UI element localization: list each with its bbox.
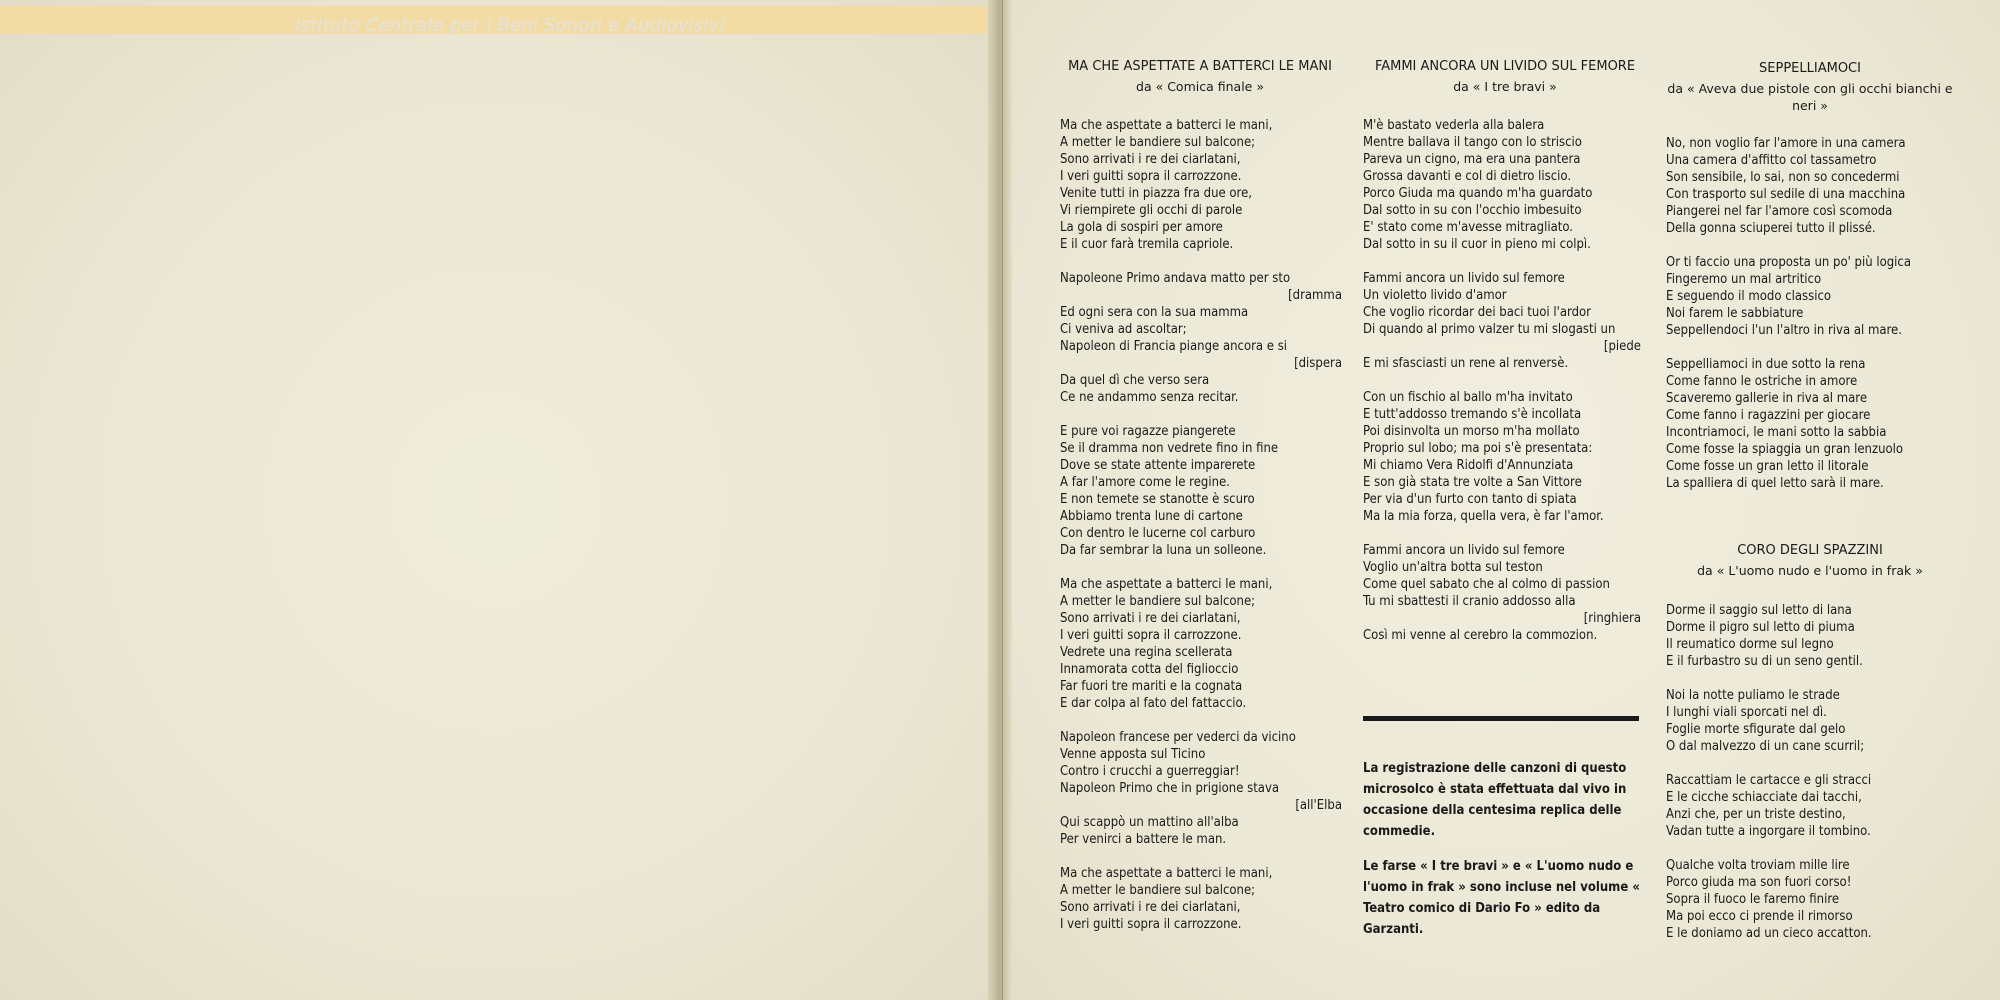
stanza-break [1363, 525, 1641, 542]
lyric-line: Da quel dì che verso sera [1060, 373, 1210, 388]
lyric-line: Il reumatico dorme sul legno [1666, 637, 1834, 652]
lyric-line: Ed ogni sera con la sua mamma [1060, 305, 1249, 320]
lyric-line: E pure voi ragazze piangerete [1060, 424, 1236, 439]
lyric-line: E son già stata tre volte a San Vittore [1363, 475, 1582, 490]
song-source: da « I tre bravi » [1453, 79, 1557, 94]
lyric-line: Se il dramma non vedrete fino in fine [1060, 441, 1279, 456]
divider-rule [1363, 716, 1639, 721]
lyric-line: [dispera [1294, 356, 1342, 371]
lyric-line: [all'Elba [1295, 798, 1342, 813]
lyric-line: Sono arrivati i re dei ciarlatani, [1060, 900, 1241, 915]
stanza-break [1060, 712, 1342, 729]
lyric-line: Come quel sabato che al colmo di passion [1363, 577, 1610, 592]
song-lyrics [1666, 135, 1956, 492]
lyric-line: Sono arrivati i re dei ciarlatani, [1060, 152, 1241, 167]
stanza-break [1060, 559, 1342, 576]
lyric-line: I veri guitti sopra il carrozzone. [1060, 169, 1242, 184]
lyric-line: E mi sfasciasti un rene al renversè. [1363, 356, 1569, 371]
lyric-line: [piede [1603, 339, 1641, 354]
lyric-line: Pareva un cigno, ma era una pantera [1363, 152, 1581, 167]
lyric-line: Napoleone Primo andava matto per sto [1060, 271, 1291, 286]
lyric-line: Ma che aspettate a batterci le mani, [1060, 866, 1273, 881]
lyric-line: Abbiamo trenta lune di cartone [1060, 509, 1243, 524]
lyric-line: Porco Giuda ma quando m'ha guardato [1363, 186, 1593, 201]
lyric-line: E' stato come m'avesse mitragliato. [1363, 220, 1573, 235]
edition-notes [1363, 758, 1641, 954]
archive-banner [0, 6, 995, 34]
song-title: SEPPELLIAMOCI [1759, 61, 1861, 76]
lyric-line: Foglie morte sfigurate dal gelo [1666, 722, 1846, 737]
lyric-line: E le doniamo ad un cieco accatton. [1666, 926, 1872, 941]
stanza-break [1363, 372, 1641, 389]
stanza-break [1666, 670, 1956, 687]
lyric-line: Della gonna sciuperei tutto il plissé. [1666, 221, 1876, 236]
lyric-line: Ma la mia forza, quella vera, è far l'amor. [1363, 509, 1604, 524]
lyric-line: E il furbastro su di un seno gentil. [1666, 654, 1863, 669]
song-title: MA CHE ASPETTATE A BATTERCI LE MANI [1068, 59, 1332, 74]
lyric-line: No, non voglio far l'amore in una camera [1666, 136, 1906, 151]
stanza-break [1666, 339, 1956, 356]
stanza-break [1060, 848, 1342, 865]
lyric-line: M'è bastato vederla alla balera [1363, 118, 1545, 133]
song-lyrics [1666, 602, 1956, 942]
lyric-line: Sono arrivati i re dei ciarlatani, [1060, 611, 1241, 626]
lyric-line: Venite tutti in piazza fra due ore, [1060, 186, 1252, 201]
lyric-line: Fingeremo un mal artritico [1666, 272, 1822, 287]
archive-banner-text: Istituto Centrale per i Beni Sonori e Audiovisivi [295, 15, 725, 36]
lyric-line: Son sensibile, lo sai, non so concedermi [1666, 170, 1900, 185]
lyric-line: I veri guitti sopra il carrozzone. [1060, 917, 1242, 932]
lyric-line: Fammi ancora un livido sul femore [1363, 271, 1565, 286]
lyric-line: Voglio un'altra botta sul teston [1363, 560, 1543, 575]
lyric-line: E non temete se stanotte è scuro [1060, 492, 1255, 507]
lyric-line: Venne apposta sul Ticino [1060, 747, 1206, 762]
lyric-line: Porco giuda ma son fuori corso! [1666, 875, 1852, 890]
lyric-line: Tu mi sbattesti il cranio addosso alla [1363, 594, 1576, 609]
lyric-line: Una camera d'affitto col tassametro [1666, 153, 1877, 168]
lyric-line: E il cuor farà tremila capriole. [1060, 237, 1234, 252]
lyric-line: Per venirci a battere le man. [1060, 832, 1227, 847]
lyric-line: E le cicche schiacciate dai tacchi, [1666, 790, 1862, 805]
lyric-line: Seppellendoci l'un l'altro in riva al mare. [1666, 323, 1902, 338]
lyric-line: Un violetto livido d'amor [1363, 288, 1507, 303]
lyric-line: Grossa davanti e col di dietro liscio. [1363, 169, 1572, 184]
stanza-break [1060, 406, 1342, 423]
lyric-line: Per via d'un furto con tanto di spiata [1363, 492, 1577, 507]
spine-fold [988, 0, 1012, 1000]
lyric-line: Come fanno i ragazzini per giocare [1666, 408, 1871, 423]
lyric-line: Poi disinvolta un morso m'ha mollato [1363, 424, 1580, 439]
lyric-line: Ma che aspettate a batterci le mani, [1060, 118, 1273, 133]
lyric-line: Mentre ballava il tango con lo striscio [1363, 135, 1582, 150]
recording-note: La registrazione delle canzoni di questo microsolco è stata effettuata dal vivo in occasione della centesima replica delle commedie. [1363, 761, 1627, 839]
lyric-line: E seguendo il modo classico [1666, 289, 1832, 304]
lyric-line: Così mi venne al cerebro la commozion. [1363, 628, 1598, 643]
lyric-line: A metter le bandiere sul balcone; [1060, 883, 1256, 898]
lyric-line: O dal malvezzo di un cane scurril; [1666, 739, 1865, 754]
lyric-line: A metter le bandiere sul balcone; [1060, 594, 1256, 609]
song-source: da « Comica finale » [1136, 79, 1264, 94]
song-source: da « L'uomo nudo e l'uomo in frak » [1697, 563, 1923, 578]
lyric-line: E dar colpa al fato del fattaccio. [1060, 696, 1247, 711]
lyric-line: Come fosse la spiaggia un gran lenzuolo [1666, 442, 1904, 457]
lyric-line: Sopra il fuoco le faremo finire [1666, 892, 1840, 907]
lyric-line: Con trasporto sul sedile di una macchina [1666, 187, 1906, 202]
lyric-line: Dorme il saggio sul letto di lana [1666, 603, 1852, 618]
stanza-break [1666, 840, 1956, 857]
lyric-line: Di quando al primo valzer tu mi slogasti un [1363, 322, 1616, 337]
lyric-line: Ci veniva ad ascoltar; [1060, 322, 1187, 337]
lyric-line: La gola di sospiri per amore [1060, 220, 1223, 235]
lyric-line: A metter le bandiere sul balcone; [1060, 135, 1256, 150]
lyric-line: Far fuori tre mariti e la cognata [1060, 679, 1243, 694]
lyric-line: Napoleon francese per vederci da vicino [1060, 730, 1296, 745]
lyric-line: I lunghi viali sporcati nel dì. [1666, 705, 1827, 720]
lyric-line: Noi la notte puliamo le strade [1666, 688, 1840, 703]
lyric-line: La spalliera di quel letto sarà il mare. [1666, 476, 1884, 491]
stanza-break [1363, 253, 1641, 270]
lyric-line: E tutt'addosso tremando s'è incollata [1363, 407, 1582, 422]
lyric-line: Innamorata cotta del figlioccio [1060, 662, 1239, 677]
song-lyrics [1363, 117, 1641, 644]
lyric-line: Ma che aspettate a batterci le mani, [1060, 577, 1273, 592]
lyric-line: Dal sotto in su il cuor in pieno mi colpì. [1363, 237, 1591, 252]
lyric-line: I veri guitti sopra il carrozzone. [1060, 628, 1242, 643]
lyric-line: Napoleon Primo che in prigione stava [1060, 781, 1280, 796]
lyric-line: Contro i crucchi a guerreggiar! [1060, 764, 1240, 779]
stanza-break [1666, 755, 1956, 772]
lyric-line: Ce ne andammo senza recitar. [1060, 390, 1239, 405]
lyric-line: Proprio sul lobo; ma poi s'è presentata: [1363, 441, 1593, 456]
lyric-line: Con un fischio al ballo m'ha invitato [1363, 390, 1573, 405]
lyric-line: Qui scappò un mattino all'alba [1060, 815, 1239, 830]
lyric-line: Raccattiam le cartacce e gli stracci [1666, 773, 1872, 788]
lyric-line: Da far sembrar la luna un solleone. [1060, 543, 1267, 558]
lyric-line: [ringhiera [1583, 611, 1641, 626]
lyric-line: Mi chiamo Vera Ridolfi d'Annunziata [1363, 458, 1574, 473]
stanza-break [1060, 253, 1342, 270]
lyric-line: Che voglio ricordar dei baci tuoi l'ardor [1363, 305, 1591, 320]
lyric-line: Vedrete una regina scellerata [1060, 645, 1233, 660]
lyric-line: Anzi che, per un triste destino, [1666, 807, 1846, 822]
song-title: CORO DEGLI SPAZZINI [1737, 543, 1883, 558]
lyric-line: Dorme il pigro sul letto di piuma [1666, 620, 1855, 635]
lyric-line: Napoleon di Francia piange ancora e si [1060, 339, 1288, 354]
lyric-line: Or ti faccio una proposta un po' più logica [1666, 255, 1912, 270]
lyric-line: Con dentro le lucerne col carburo [1060, 526, 1256, 541]
lyric-line: Dal sotto in su con l'occhio imbesuito [1363, 203, 1582, 218]
lyric-line: Come fanno le ostriche in amore [1666, 374, 1858, 389]
song-lyrics [1060, 117, 1342, 933]
lyric-line: A far l'amore come le regine. [1060, 475, 1230, 490]
spine-crease [1002, 0, 1003, 1000]
lyric-line: Incontriamoci, le mani sotto la sabbia [1666, 425, 1887, 440]
lyric-line: [dramma [1288, 288, 1342, 303]
lyric-line: Vadan tutte a ingorgare il tombino. [1666, 824, 1871, 839]
lyric-line: Noi farem le sabbiature [1666, 306, 1804, 321]
publication-note: Le farse « I tre bravi » e « L'uomo nudo e l'uomo in frak » sono incluse nel volume « Teatro comico di Dario Fo » edito da Garzanti. [1363, 859, 1640, 937]
lyric-line: Piangerei nel far l'amore così scomoda [1666, 204, 1893, 219]
lyric-line: Fammi ancora un livido sul femore [1363, 543, 1565, 558]
stanza-break [1666, 237, 1956, 254]
lyric-line: Scaveremo gallerie in riva al mare [1666, 391, 1868, 406]
song-source: da « Aveva due pistole con gli occhi bianchi e neri » [1667, 81, 1953, 113]
song-title: FAMMI ANCORA UN LIVIDO SUL FEMORE [1374, 59, 1636, 74]
left-page-blank [0, 0, 990, 1000]
lyric-line: Qualche volta troviam mille lire [1666, 858, 1850, 873]
lyric-line: Vi riempirete gli occhi di parole [1060, 203, 1243, 218]
lyric-line: Ma poi ecco ci prende il rimorso [1666, 909, 1853, 924]
lyric-line: Dove se state attente imparerete [1060, 458, 1256, 473]
lyric-line: Come fosse un gran letto il litorale [1666, 459, 1869, 474]
lyric-line: Seppelliamoci in due sotto la rena [1666, 357, 1866, 372]
